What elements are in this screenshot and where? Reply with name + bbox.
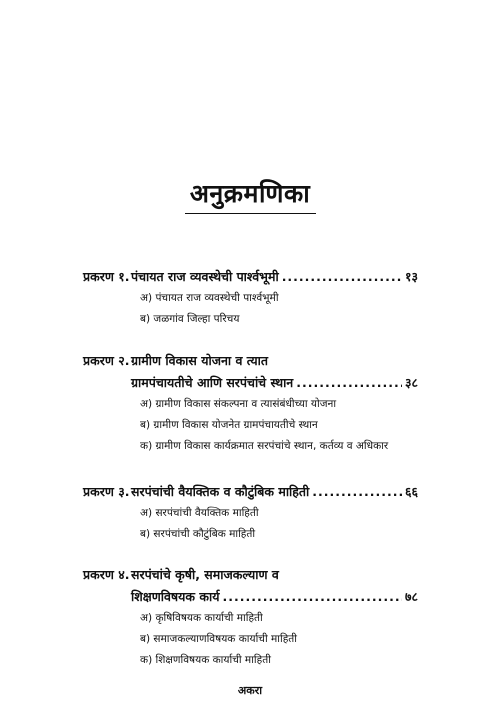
chapter-title: पंचायत राज व्यवस्थेची पार्श्वभूमी <box>131 269 279 284</box>
toc-subitem: ब) जळगांव जिल्हा परिचय <box>140 313 240 325</box>
toc-subitem: ब) समाजकल्याणविषयक कार्याची माहिती <box>140 633 298 645</box>
leader-dots <box>296 372 402 394</box>
chapter-label: प्रकरण २. <box>83 353 130 368</box>
chapter-title: ग्रामीण विकास योजना व त्यात <box>131 353 269 368</box>
leader-dots <box>282 266 402 288</box>
toc-subitem: अ) पंचायत राज व्यवस्थेची पार्श्वभूमी <box>140 292 279 304</box>
page-number: ३८ <box>404 375 418 390</box>
chapter-title: सरपंचांचे कृषी, समाजकल्याण व <box>131 567 279 582</box>
toc-subitem: ब) ग्रामीण विकास योजनेत ग्रामपंचायतीचे स्थान <box>140 419 318 431</box>
chapter-label: प्रकरण १. <box>83 269 130 284</box>
leader-dots <box>312 481 402 503</box>
toc-chapter-1 <box>83 266 418 330</box>
toc-chapter-line <box>83 372 418 394</box>
chapter-title: शिक्षणविषयक कार्य <box>131 589 220 604</box>
toc-chapter-3 <box>83 481 418 545</box>
toc-subitem: अ) ग्रामीण विकास संकल्पना व त्यासंबंधीच्या योजना <box>140 398 337 410</box>
toc-chapter-line <box>83 266 418 288</box>
page-footer-number: अकरा <box>237 684 263 697</box>
toc-chapter-line <box>83 350 418 372</box>
page-number: १३ <box>404 269 418 284</box>
toc-chapter-4 <box>83 564 418 671</box>
title-underline <box>185 213 316 214</box>
toc-subitem: क) शिक्षणविषयक कार्याची माहिती <box>140 654 271 666</box>
chapter-title: ग्रामपंचायतीचे आणि सरपंचांचे स्थान <box>131 375 294 390</box>
toc-chapter-line <box>83 564 418 586</box>
toc-subitem: अ) कृषिविषयक कार्याची माहिती <box>140 612 263 624</box>
page-number: ६६ <box>404 484 418 499</box>
page-title: अनुक्रमणिका <box>189 179 311 208</box>
toc-chapter-line <box>83 586 418 608</box>
page-number: ७८ <box>404 589 418 604</box>
toc-subitem: क) ग्रामीण विकास कार्यक्रमात सरपंचांचे स्थान, कर्तव्य व अधिकार <box>140 440 389 452</box>
chapter-label: प्रकरण ३. <box>83 484 130 499</box>
toc-chapter-line <box>83 481 418 503</box>
toc-subitem: ब) सरपंचांची कौटुंबिक माहिती <box>140 528 256 540</box>
toc-subitem: अ) सरपंचांची वैयक्तिक माहिती <box>140 507 259 519</box>
chapter-title: सरपंचांची वैयक्तिक व कौटुंबिक माहिती <box>131 484 310 499</box>
chapter-label: प्रकरण ४. <box>83 567 130 582</box>
leader-dots <box>222 586 402 608</box>
toc-chapter-2 <box>83 350 418 457</box>
